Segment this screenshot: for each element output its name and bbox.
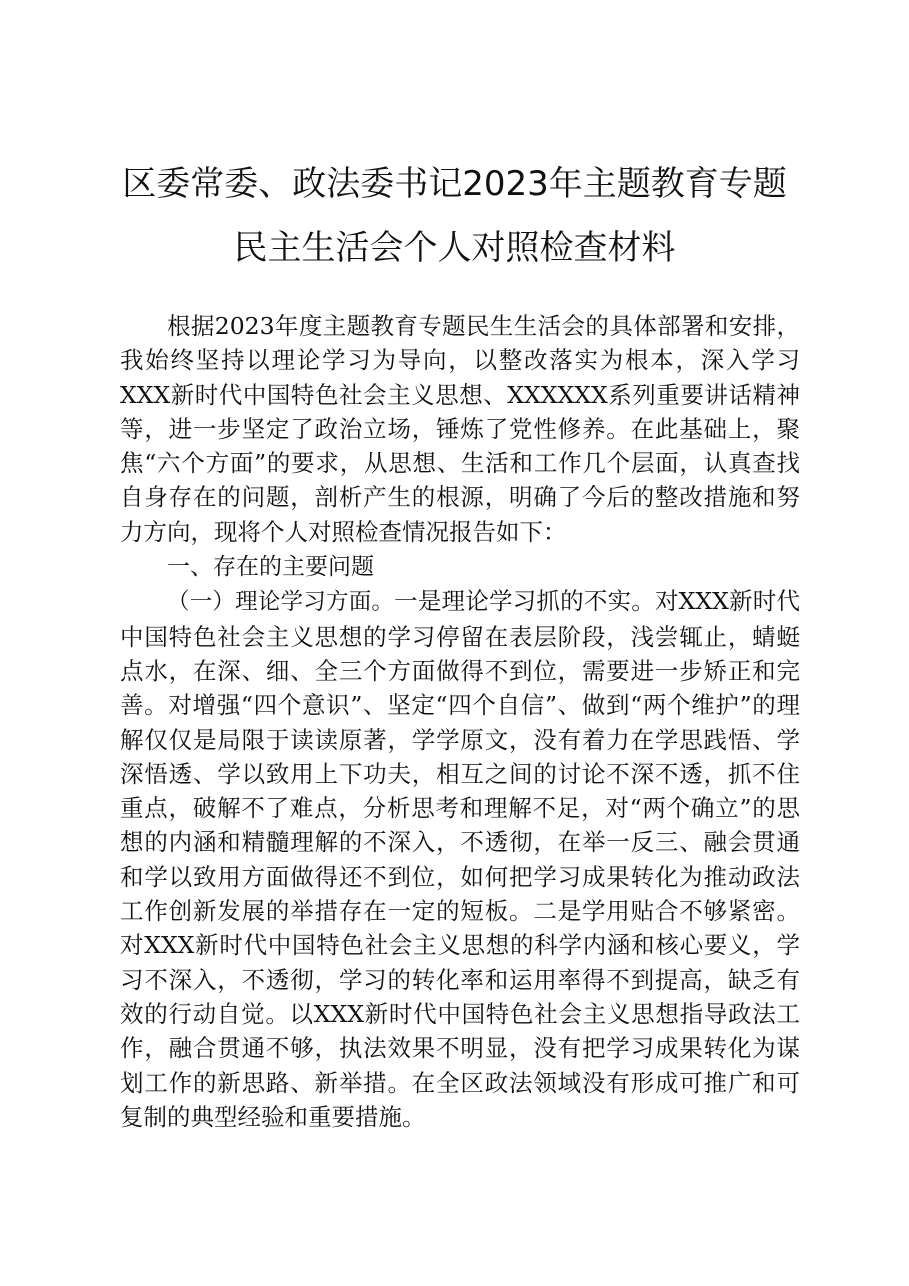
intro-paragraph: 根据2023年度主题教育专题民生生活会的具体部署和安排，我始终坚持以理论学习为导向，以整改落实为根本，深入学习XXX新时代中国特色社会主义思想、XXXXXX系列重要讲话精神等，进一步坚定了政治立场，锤炼了党性修养。在此基础上，聚焦“六个方面”的要求，从思想、生活和工作几个层面，认真查找自身存在的问题，剖析产生的根源，明确了今后的整改措施和努力方向，现将个人对照检查情况报告如下： bbox=[120, 312, 800, 546]
document-title-line-2: 民主生活会个人对照检查材料 bbox=[233, 228, 676, 268]
document-body bbox=[120, 309, 800, 1134]
section-heading bbox=[120, 549, 800, 584]
document-title-line-1: 区委常委、政法委书记2023年主题教育专题 bbox=[122, 164, 787, 204]
subsection-1-heading: （一）理论学习方面。 bbox=[167, 589, 395, 616]
subsection-1-body: 一是理论学习抓的不实。对XXX新时代中国特色社会主义思想的学习停留在表层阶段，浅尝辄止，蜻蜓点水，在深、细、全三个方面做得不到位，需要进一步矫正和完善。对增强“四个意识”、坚定“四个自信”、做到“两个维护”的理解仅仅是局限于读读原著，学学原文，没有着力在学思践悟、学深悟透、学以致用上下功夫，相互之间的讨论不深不透，抓不住重点，破解不了难点，分析思考和理解不足，对“两个确立”的思想的内涵和精髓理解的不深入，不透彻，在举一反三、融会贯通和学以致用方面做得还不到位，如何把学习成果转化为推动政法工作创新发展的举措存在一定的短板。二是学用贴合不够紧密。对XXX新时代中国特色社会主义思想的科学内涵和核心要义，学习不深入，不透彻，学习的转化率和运用率得不到提高，缺乏有效的行动自觉。以XXX新时代中国特色社会主义思想指导政法工作，融合贯通不够，执法效果不明显，没有把学习成果转化为谋划工作的新思路、新举措。在全区政法领域没有形成可推广和可复制的典型经验和重要措施。 bbox=[120, 587, 800, 1131]
subsection-paragraph bbox=[120, 584, 800, 1134]
section-1-heading: 一、存在的主要问题 bbox=[167, 554, 374, 581]
